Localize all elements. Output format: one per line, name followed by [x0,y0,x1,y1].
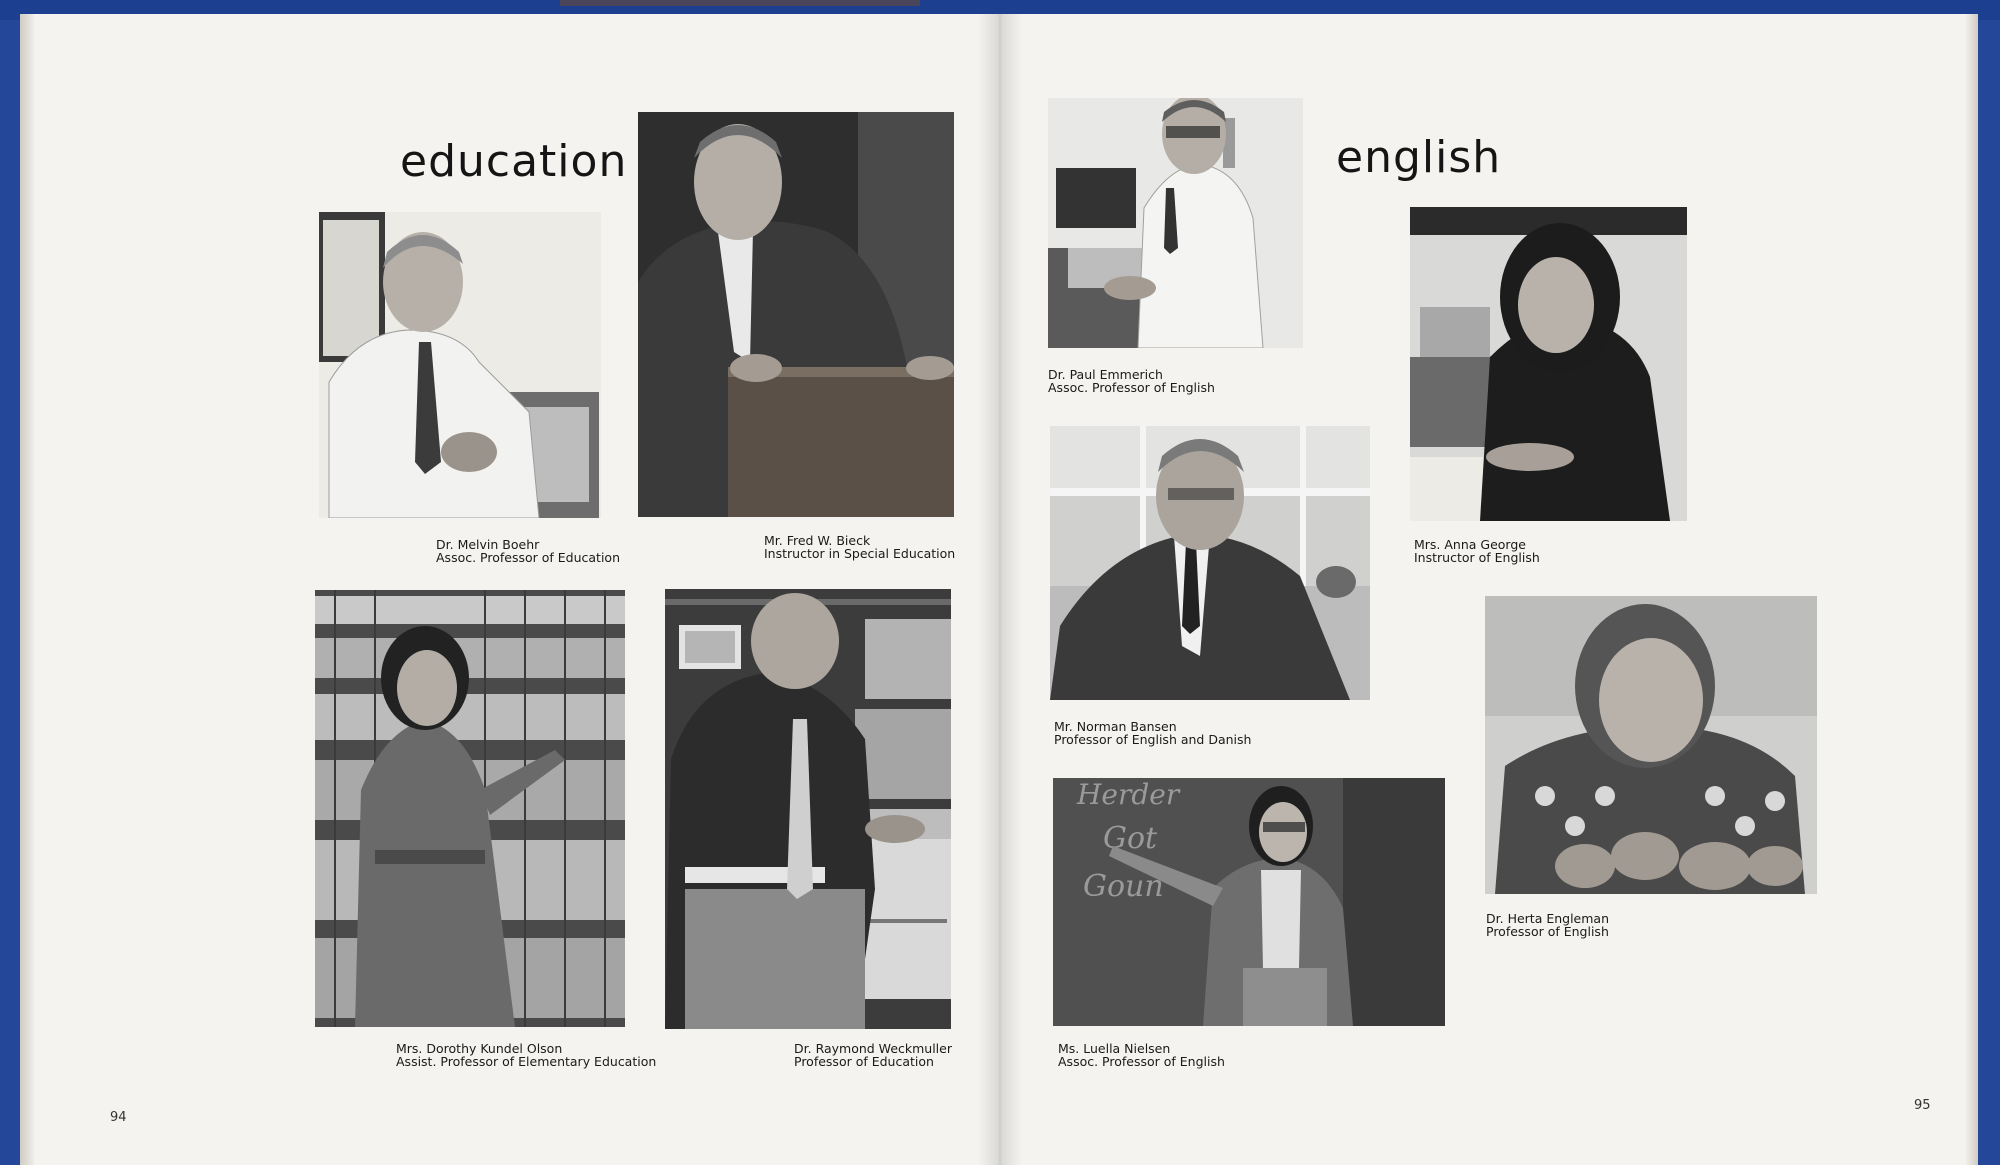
education-heading: education [400,136,628,187]
caption-nielsen [1058,1042,1225,1068]
faculty-title: Instructor of English [1414,550,1540,565]
faculty-photo-weckmuller [665,589,951,1029]
chalk-word-1: Herder [1077,778,1180,811]
page-number-left: 94 [110,1110,127,1125]
faculty-name: Dr. Raymond Weckmuller [794,1041,952,1056]
faculty-name: Mrs. Anna George [1414,537,1526,552]
faculty-title: Assoc. Professor of English [1058,1054,1225,1069]
chalk-word-2: Got [1103,821,1158,856]
english-heading: english [1336,132,1502,183]
caption-olson [396,1042,656,1068]
book-gutter [978,14,1022,1165]
chalk-word-3: Goun [1083,869,1164,904]
page-number-right: 95 [1914,1098,1931,1113]
caption-engleman [1486,912,1609,938]
faculty-photo-bieck [638,112,954,517]
faculty-title: Assist. Professor of Elementary Education [396,1054,657,1069]
caption-bansen [1054,720,1251,746]
faculty-title: Assoc. Professor of Education [436,550,621,565]
caption-emmerich [1048,368,1215,394]
faculty-photo-nielsen [1053,778,1445,1026]
left-page-edge [20,14,34,1165]
faculty-name: Dr. Paul Emmerich [1048,367,1163,382]
faculty-title: Professor of English and Danish [1054,732,1252,747]
faculty-photo-bansen [1050,426,1370,700]
faculty-photo-olson [315,590,625,1027]
faculty-photo-george [1410,207,1687,521]
right-page-edge [1966,14,1978,1165]
faculty-name: Mrs. Dorothy Kundel Olson [396,1041,563,1056]
caption-weckmuller [794,1042,952,1068]
faculty-photo-boehr [319,212,601,518]
faculty-title: Professor of English [1486,924,1609,939]
faculty-photo-engleman [1485,596,1817,894]
caption-boehr [436,538,620,564]
faculty-name: Dr. Melvin Boehr [436,537,540,552]
faculty-title: Assoc. Professor of English [1048,380,1215,395]
caption-bieck [764,534,955,560]
faculty-name: Mr. Norman Bansen [1054,719,1177,734]
faculty-photo-emmerich [1048,98,1303,348]
caption-george [1414,538,1540,564]
faculty-name: Dr. Herta Engleman [1486,911,1610,926]
faculty-name: Mr. Fred W. Bieck [764,533,871,548]
faculty-name: Ms. Luella Nielsen [1058,1041,1171,1056]
faculty-title: Instructor in Special Education [764,546,956,561]
cover-accent [560,0,920,6]
faculty-title: Professor of Education [794,1054,934,1069]
